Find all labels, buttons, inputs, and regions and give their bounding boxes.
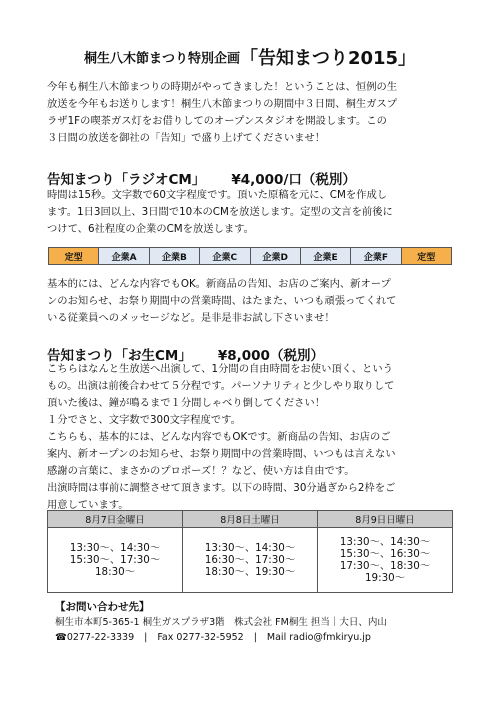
appearance-cm-desc-line: 案内、新オープンのお知らせ、お祭り期間中の営業時間、いつもは言えない (47, 448, 396, 460)
schedule-day-header: 8月7日金曜日 (48, 511, 183, 528)
contact-separator: | (144, 632, 148, 643)
title-main: 「告知まつり2015」 (239, 48, 417, 69)
appearance-cm-description (47, 361, 457, 514)
page-title (0, 44, 500, 70)
appearance-cm-desc-line: こちらはなんと生放送へ出演して、1分間の自由時間をお使い頂く、という (47, 363, 393, 375)
intro-line: 放送を今年もお送りします！桐生八木節まつりの期間中３日間、桐生ガスプ (47, 98, 398, 110)
contact-fax: Fax 0277-32-5952 (157, 632, 244, 643)
schedule-day-cell (183, 528, 318, 593)
slot-fixed: 定型 (49, 248, 99, 264)
cm-slot-diagram (48, 247, 452, 265)
contact-numbers (55, 630, 387, 645)
appearance-cm-desc-line: 用意しています。 (47, 499, 129, 511)
slot-company-f: 企業F (351, 248, 401, 264)
appearance-cm-desc-line: もの。出演は前後合わせて５分程です。パーソナリティと少しやり取りして (47, 380, 395, 392)
schedule-day-header: 8月9日日曜日 (318, 511, 453, 528)
radio-cm-note (47, 276, 457, 327)
radio-cm-desc-line: つけて、6社程度の企業のCMを放送します。 (47, 223, 254, 235)
intro-line: ３日間の放送を御社の「告知」で盛り上げてくださいませ！ (47, 132, 326, 144)
slot-company-c: 企業C (200, 248, 250, 264)
appearance-cm-desc-line: １分でさと、文字数で300文字程度です。 (47, 414, 241, 426)
intro-paragraph (47, 79, 457, 147)
slot-company-b: 企業B (150, 248, 200, 264)
contact-separator: | (253, 632, 257, 643)
slot-company-d: 企業D (251, 248, 301, 264)
contact-block (55, 600, 387, 645)
time-slot: 15:30〜、17:30〜 (69, 554, 161, 566)
appearance-cm-desc-line: こちらも、基本的には、どんな内容でもOKです。新商品の告知、お店のご (47, 431, 391, 443)
time-slot: 18:30〜、19:30〜 (204, 566, 296, 578)
radio-cm-desc-line: ます。1日3回以上、3日間で10本のCMを放送します。定型の文言を前後に (47, 206, 393, 218)
time-slot: 13:30〜、14:30〜 (204, 542, 296, 554)
radio-cm-note-line: いる従業員へのメッセージなど。是非是非お試し下さいませ！ (47, 312, 335, 324)
contact-heading: 【お問い合わせ先】 (55, 601, 150, 613)
time-slot: 16:30〜、17:30〜 (204, 554, 296, 566)
radio-cm-heading (47, 168, 356, 188)
time-slot: 18:30〜 (95, 566, 135, 578)
contact-address: 桐生市本町5-365-1 桐生ガスプラザ3階 株式会社 FM桐生 担当｜大日、内山 (55, 617, 387, 628)
appearance-cm-desc-line: 出演時間は事前に調整させて頂きます。以下の時間、30分過ぎから2枠をご (47, 482, 396, 494)
radio-cm-price: ¥4,000/口（税別） (231, 172, 356, 188)
schedule-day-cell (48, 528, 183, 593)
schedule-day-cell (318, 528, 453, 593)
time-slot: 15:30〜、16:30〜 (339, 548, 431, 560)
intro-line: ラザ1Fの喫茶ガス灯をお借りしてのオープンスタジオを開設します。この (47, 115, 387, 127)
time-slot: 19:30〜 (365, 572, 405, 584)
title-prefix: 桐生八木節まつり特別企画 (83, 51, 240, 67)
contact-tel: ☎0277-22-3339 (55, 632, 135, 643)
radio-cm-description (47, 187, 457, 238)
time-slot: 13:30〜、14:30〜 (339, 536, 431, 548)
schedule-day-header: 8月8日土曜日 (183, 511, 318, 528)
slot-fixed: 定型 (402, 248, 451, 264)
radio-cm-note-line: 基本的には、どんな内容でもOK。新商品の告知、お店のご案内、新オープ (47, 278, 391, 290)
radio-cm-title: 告知まつり「ラジオCM」 (47, 172, 206, 188)
appearance-cm-price: ¥8,000（税別） (217, 348, 324, 364)
slot-company-e: 企業E (301, 248, 351, 264)
slot-company-a: 企業A (99, 248, 149, 264)
radio-cm-note-line: ンのお知らせ、お祭り期間中の営業時間、はたまた、いつも頑張ってくれて (47, 295, 397, 307)
intro-line: 今年も桐生八木節まつりの時期がやってきました！ということは、恒例の生 (47, 81, 398, 93)
time-slot: 13:30〜、14:30〜 (69, 542, 161, 554)
appearance-cm-desc-line: 感謝の言葉に、まさかのプロポーズ！？など、使い方は自由です。 (47, 465, 355, 477)
time-slot: 17:30〜、18:30〜 (339, 560, 431, 572)
schedule-table (47, 510, 453, 593)
appearance-cm-desc-line: 頂いた後は、鐘が鳴るまで１分間しゃべり倒してください！ (47, 397, 326, 409)
appearance-cm-title: 告知まつり「お生CM」 (47, 348, 192, 364)
radio-cm-desc-line: 時間は15秒。文字数で60文字程度です。頂いた原稿を元に、CMを作成し (47, 189, 388, 201)
contact-mail: Mail radio@fmkiryu.jp (266, 632, 371, 643)
